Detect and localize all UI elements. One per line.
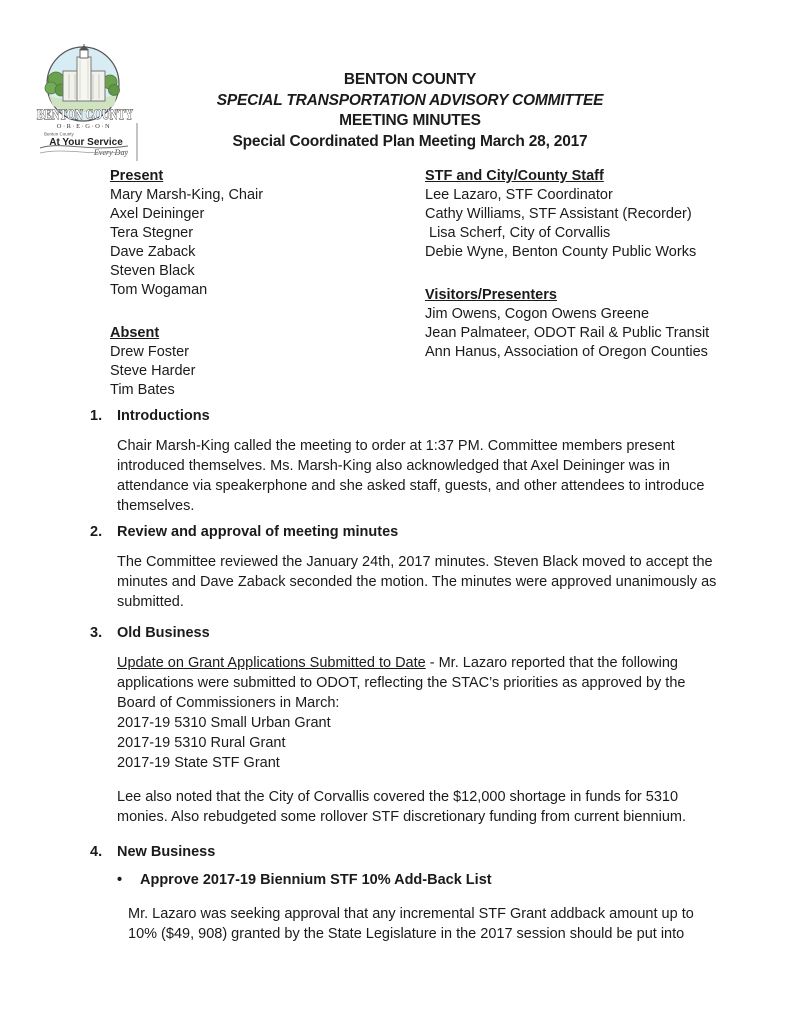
absent-group <box>110 324 425 400</box>
section-title: New Business <box>117 844 216 860</box>
section-paragraph: The Committee reviewed the January 24th, 2017 minutes. Steven Black moved to accept the minutes and Dave Zaback seconded the motion. The minutes were approved unanimously as submitted. <box>117 554 717 610</box>
absent-member: Tim Bates <box>110 382 175 398</box>
absent-member: Steve Harder <box>110 363 196 379</box>
present-member: Tom Wogaman <box>110 282 208 298</box>
section-paragraph: Chair Marsh-King called the meeting to order at 1:37 PM. Committee members present introduced themselves. Ms. Marsh-King also acknowledged that Axel Deininger was in attendance via speakerphone and she asked staff, guests, and other attendees to introduce themselves. <box>117 438 705 514</box>
staff-member: Lisa Scherf, City of Corvallis <box>429 225 611 241</box>
logo-oregon-text: O·R·E·G·O·N <box>56 123 112 130</box>
present-member: Tera Stegner <box>110 225 194 241</box>
section-number: 3. <box>90 625 103 641</box>
visitors-group <box>425 286 730 362</box>
document-title-block <box>90 70 730 152</box>
present-member: Axel Deininger <box>110 206 205 222</box>
present-heading: Present <box>110 168 164 184</box>
present-member: Steven Black <box>110 263 195 279</box>
section-heading <box>90 406 730 426</box>
visitor: Jean Palmateer, ODOT Rail & Public Transit <box>425 325 710 341</box>
logo-tagline-everyday: Every Day <box>94 148 128 157</box>
section-heading <box>90 842 730 862</box>
section-minutes-approval <box>90 522 730 612</box>
section-new-business <box>90 842 730 944</box>
funding-note-paragraph: Lee also noted that the City of Corvallis covered the $12,000 shortage in funds for 5310 monies. Also rebudgeted some rollover STF discretionary funding from current biennium. <box>117 789 686 825</box>
present-member: Mary Marsh-King, Chair <box>110 187 264 203</box>
bullet-icon: • <box>117 872 123 888</box>
section-number: 1. <box>90 408 103 424</box>
addback-bullet-label: Approve 2017-19 Biennium STF 10% Add-Back List <box>140 872 492 888</box>
section-number: 4. <box>90 844 103 860</box>
title-county: BENTON COUNTY <box>343 71 477 88</box>
section-title: Review and approval of meeting minutes <box>117 524 399 540</box>
attendance-section <box>110 167 730 400</box>
addback-paragraph: Mr. Lazaro was seeking approval that any incremental STF Grant addback amount up to 10% ($49, 908) granted by the State Legislature in the 2017 session should be put into <box>128 906 694 942</box>
visitors-heading: Visitors/Presenters <box>425 287 557 303</box>
grant-list-item: 2017-19 5310 Small Urban Grant <box>117 715 331 731</box>
attendance-right-column <box>425 167 730 400</box>
section-introductions <box>90 406 730 516</box>
visitor: Ann Hanus, Association of Oregon Counties <box>425 344 708 360</box>
attendance-left-column <box>110 167 425 400</box>
grant-update-paragraph <box>117 653 721 773</box>
absent-member: Drew Foster <box>110 344 189 360</box>
logo-banner-text: BENTON COUNTY <box>37 107 134 123</box>
absent-heading: Absent <box>110 325 160 341</box>
section-heading <box>90 623 730 643</box>
section-old-business <box>90 623 730 827</box>
title-committee: SPECIAL TRANSPORTATION ADVISORY COMMITTEE <box>216 91 604 109</box>
section-title: Introductions <box>117 408 210 424</box>
present-member: Dave Zaback <box>110 244 196 260</box>
visitor: Jim Owens, Cogon Owens Greene <box>425 306 650 322</box>
grant-update-lead: Update on Grant Applications Submitted to Date <box>117 655 426 671</box>
section-number: 2. <box>90 524 103 540</box>
section-title: Old Business <box>117 625 210 641</box>
logo-tagline-service: At Your Service <box>49 137 123 148</box>
section-heading <box>90 522 730 542</box>
staff-heading: STF and City/County Staff <box>425 168 604 184</box>
logo-county-small-text: Benton County <box>44 131 74 137</box>
present-group <box>110 167 425 300</box>
staff-group <box>425 167 730 262</box>
staff-member: Cathy Williams, STF Assistant (Recorder) <box>425 206 692 222</box>
staff-member: Lee Lazaro, STF Coordinator <box>425 187 613 203</box>
grant-list-item: 2017-19 5310 Rural Grant <box>117 735 286 751</box>
grant-list-item: 2017-19 State STF Grant <box>117 755 280 771</box>
title-doc-type: MEETING MINUTES <box>339 112 481 129</box>
grant-update-rest: - Mr. Lazaro reported that the following applications were submitted to ODOT, reflecting the STAC’s priorities as approved by the Board of Commissioners in March: <box>117 655 686 711</box>
staff-member: Debie Wyne, Benton County Public Works <box>425 244 697 260</box>
title-meeting-date: Special Coordinated Plan Meeting March 28, 2017 <box>232 132 588 150</box>
addback-bullet-item <box>117 870 730 890</box>
